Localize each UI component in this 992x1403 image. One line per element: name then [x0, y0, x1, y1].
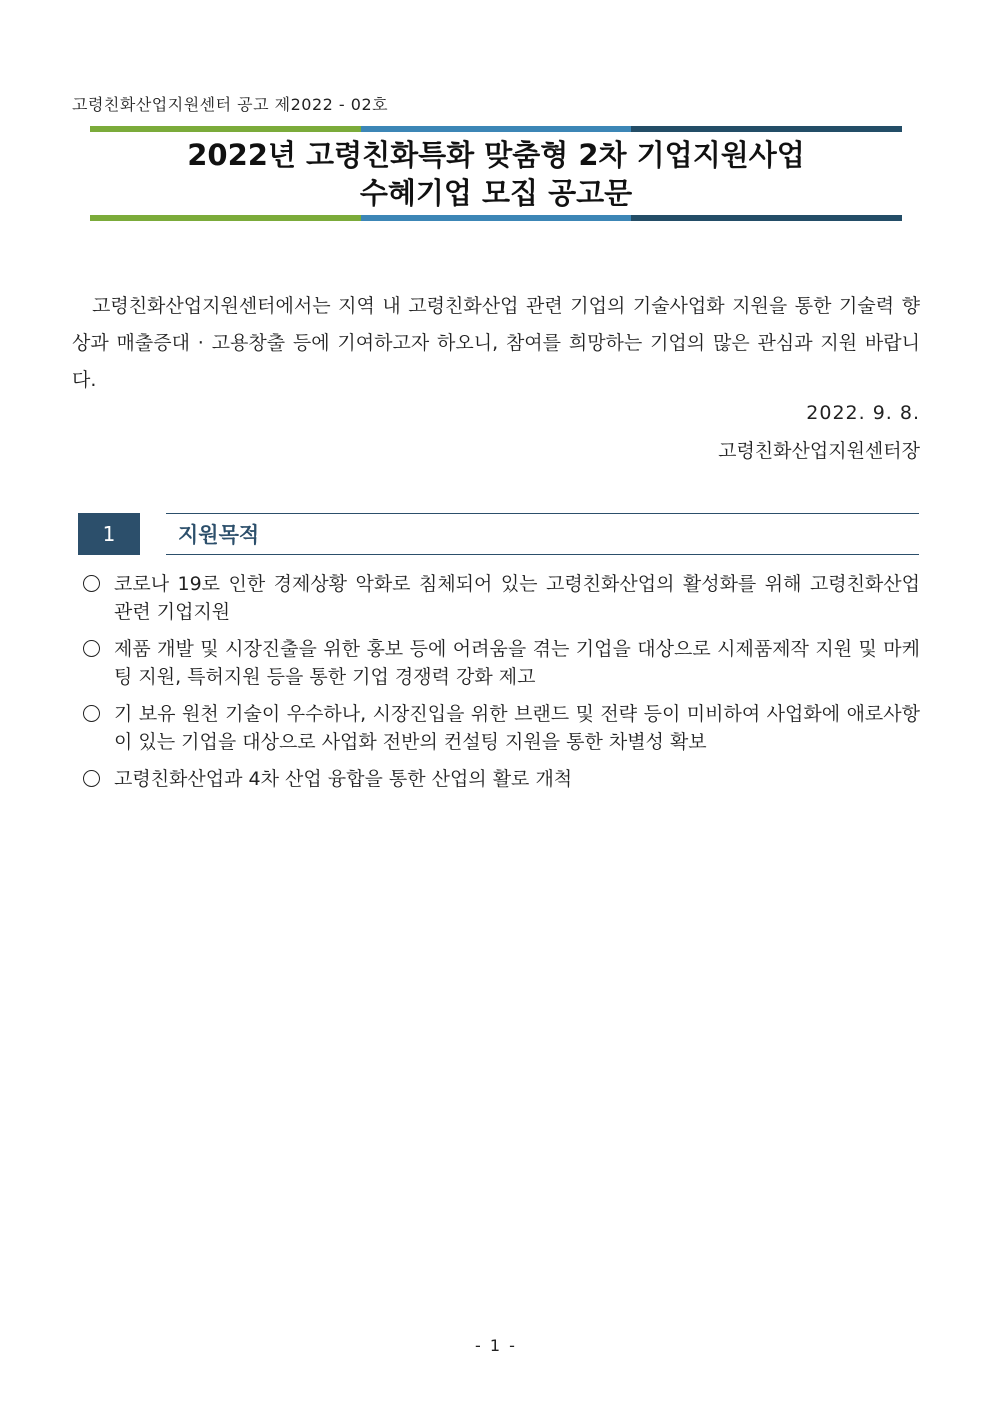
- circle-bullet-icon: [83, 705, 100, 722]
- circle-bullet-icon: [83, 575, 100, 592]
- page-number: - 1 -: [475, 1336, 517, 1355]
- circle-bullet-icon: [83, 640, 100, 657]
- list-item-text: 고령친화산업과 4차 산업 융합을 통한 산업의 활로 개척: [114, 768, 573, 790]
- sender-name: 고령친화산업지원센터장: [718, 440, 920, 462]
- list-item: [80, 700, 920, 756]
- circle-bullet-icon: [83, 770, 100, 787]
- document-title: [90, 136, 902, 212]
- title-line-2: 수혜기업 모집 공고문: [359, 176, 633, 210]
- section-rule-top: [166, 513, 919, 514]
- list-item-text: 코로나 19로 인한 경제상황 악화로 침체되어 있는 고령친화산업의 활성화를 위해 고령친화산업 관련 기업지원: [114, 573, 920, 623]
- purpose-list: [80, 570, 920, 802]
- title-top-bar: [90, 126, 902, 132]
- list-item: [80, 635, 920, 691]
- title-bottom-bar: [90, 215, 902, 221]
- list-item-text: 기 보유 원천 기술이 우수하나, 시장진입을 위한 브랜드 및 전략 등이 미비하여 사업화에 애로사항이 있는 기업을 대상으로 사업화 전반의 컨설팅 지원을 통한 차별성 확보: [114, 703, 920, 753]
- announcement-date: 2022. 9. 8.: [806, 402, 920, 424]
- notice-number: 고령친화산업지원센터 공고 제2022 - 02호: [72, 95, 389, 114]
- section-header: [78, 513, 919, 555]
- list-item: [80, 570, 920, 626]
- section-title: 지원목적: [178, 523, 260, 547]
- section-number: 1: [78, 513, 140, 555]
- title-line-1: 2022년 고령친화특화 맞춤형 2차 기업지원사업: [187, 138, 805, 172]
- list-item: [80, 765, 920, 793]
- section-rule-bottom: [166, 554, 919, 555]
- intro-paragraph: 고령친화산업지원센터에서는 지역 내 고령친화산업 관련 기업의 기술사업화 지원을 통한 기술력 향상과 매출증대 · 고용창출 등에 기여하고자 하오니, 참여를 희망하는 기업의 많은 관심과 지원 바랍니다.: [72, 295, 920, 391]
- list-item-text: 제품 개발 및 시장진출을 위한 홍보 등에 어려움을 겪는 기업을 대상으로 시제품제작 지원 및 마케팅 지원, 특허지원 등을 통한 기업 경쟁력 강화 제고: [114, 638, 920, 688]
